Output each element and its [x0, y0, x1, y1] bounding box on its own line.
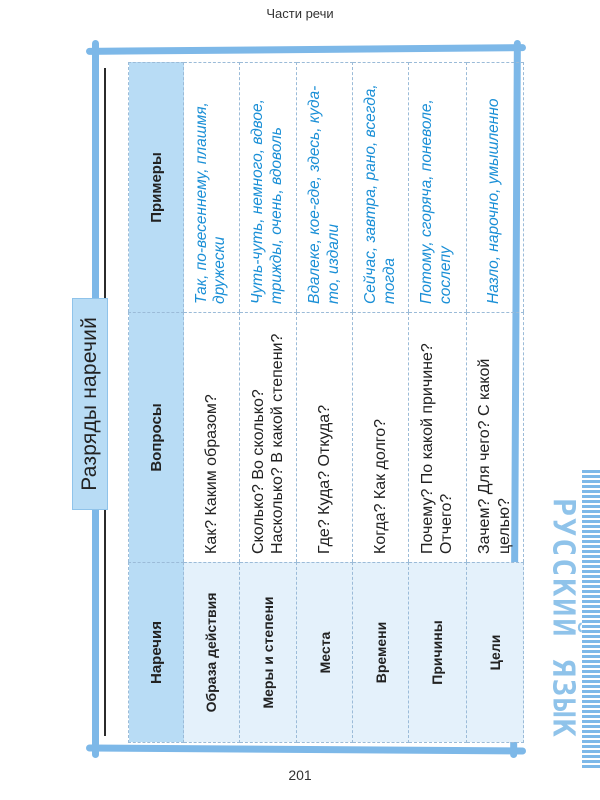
category-cell: Времени [353, 563, 409, 743]
page-number: 201 [288, 767, 312, 783]
category-cell: Образа действия [184, 563, 240, 743]
column-header-adverbs: Наречия [129, 563, 184, 743]
examples-cell: Так, по-весеннему, плашмя, дружески [184, 63, 240, 313]
page-title: Разряды наречий [78, 317, 101, 491]
questions-cell: Когда? Как долго? [353, 313, 409, 563]
table-row [466, 63, 523, 743]
frame-border-top [86, 44, 526, 55]
questions-cell: Сколько? Во сколько? Насколько? В какой степени? [239, 313, 296, 563]
adverb-categories-table [128, 62, 524, 743]
column-header-questions: Вопросы [129, 313, 184, 563]
category-cell: Места [297, 563, 353, 743]
frame-border-bottom [86, 744, 526, 754]
side-tab-label-wrap [544, 468, 582, 768]
table-row [239, 63, 296, 743]
side-tab [544, 468, 600, 768]
category-cell: Цели [466, 563, 523, 743]
table-row [409, 63, 466, 743]
category-cell: Меры и степени [239, 563, 296, 743]
questions-cell: Зачем? Для чего? С какой целью? [466, 313, 523, 563]
examples-cell: Вдалеке, кое-где, здесь, куда-то, издали [297, 63, 353, 313]
questions-cell: Почему? По какой причине? Отчего? [409, 313, 466, 563]
side-tab-label: РУССКИЙ ЯЗЫК [545, 497, 581, 739]
examples-cell: Сейчас, завтра, рано, всегда, тогда [353, 63, 409, 313]
category-cell: Причины [409, 563, 466, 743]
table-row [297, 63, 353, 743]
examples-cell: Назло, нарочно, умышленно [466, 63, 523, 313]
examples-cell: Потому, сгоряча, поневоле, сослепу [409, 63, 466, 313]
side-tab-stripes [582, 468, 600, 768]
page-header: Части речи [266, 6, 334, 21]
examples-cell: Чуть-чуть, немного, вдвое, трижды, очень, вдоволь [239, 63, 296, 313]
questions-cell: Как? Каким образом? [184, 313, 240, 563]
table-row [184, 63, 240, 743]
questions-cell: Где? Куда? Откуда? [297, 313, 353, 563]
adverb-table-container [128, 63, 524, 743]
table-header-row [129, 63, 184, 743]
column-header-examples: Примеры [129, 63, 184, 313]
title-banner [72, 298, 108, 510]
table-row [353, 63, 409, 743]
